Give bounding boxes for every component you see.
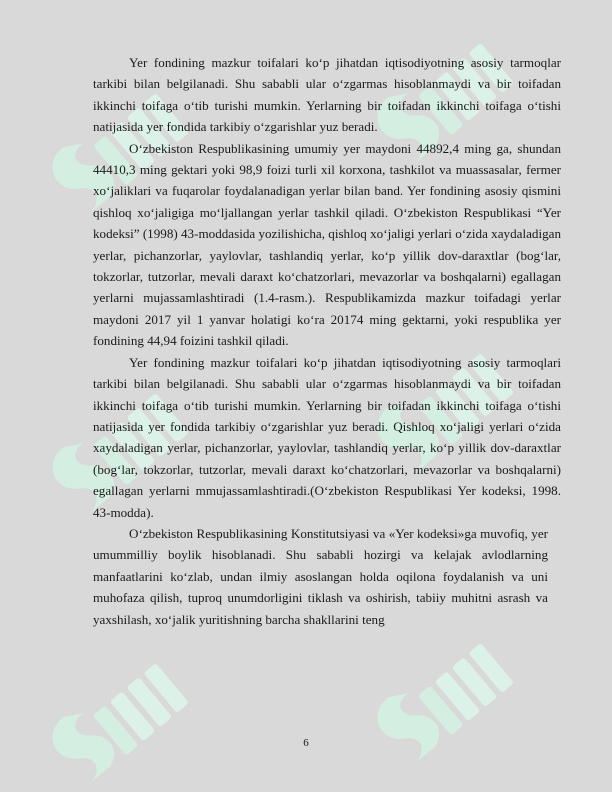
document-body xyxy=(93,52,561,630)
paragraph-2: O‘zbekiston Respublikasining umumiy yer maydoni 44892,4 ming ga, shundan 44410,3 ming gektari yoki 98,9 foizi turli xil korxona, tashkilot va muassasalar, fermer xo‘jaliklari va fuqarolar foydalanadigan yerlar bilan band. Yer fondining asosiy qismini qishloq xo‘jaligiga mo‘ljallangan yerlar tashkil qiladi. O‘zbekiston Respublikasi “Yer kodeksi” (1998) 43-moddasida yozilishicha, qishloq xo‘jaligi yerlari o‘zida xaydaladigan yerlar, pichanzorlar, yaylovlar, tashlandiq yerlar, ko‘p yillik dov-daraxtlar (bog‘lar, tokzorlar, tutzorlar, mevali daraxt ko‘chatzorlari, mevazorlar va boshqalarni) egallagan yerlarni mujassamlashtiradi (1.4-rasm.). Respublikamizda mazkur toifadagi yerlar maydoni 2017 yil 1 yanvar holatigi ko‘ra 20174 ming gektarni, yoki respublika yer fondining 44,94 foizini tashkil qiladi. xyxy=(93,140,561,349)
brand-watermark-icon xyxy=(43,649,189,787)
paragraph-3: Yer fondining mazkur toifalari ko‘p jihatdan iqtisodiyotning asosiy tarmoqlari tarkibi bilan belgilanadi. Shu sababli ular o‘zgarmas hisoblanmaydi va bir toifadan ikkinchi toifaga o‘tib turishi mumkin. Yerlarning bir toifadan ikkinchi toifaga o‘tishi natijasida yer fondida tarkibiy o‘zgarishlar yuz beradi. Qishloq xo‘jaligi yerlari o‘zida xaydaladigan yerlar, pichanzorlar, yaylovlar, tashlandiq yerlar, ko‘p yillik dov-daraxtlar (bog‘lar, tokzorlar, tutzorlar, mevali daraxt ko‘chatzorlari, mevazorlar va boshqalarni) egallagan yerlarni mmujassamlashtiradi.(O‘zbekiston Respublikasi Yer kodeksi, 1998. 43-modda). xyxy=(93,354,561,520)
page-number: 6 xyxy=(303,737,309,749)
paragraph-4: O‘zbekiston Respublikasining Konstitutsiyasi va «Yer kodeksi»ga muvofiq, yer umummilliy boylik hisoblanadi. Shu sababli hozirgi va kelajak avlodlarning manfaatlarini ko‘zlab, undan ilmiy asoslangan holda oqilona foydalanish va uni muhofaza qilish, tuproq unumdorligini tiklash va oshirish, tabiiy muhitni asrash va yaxshilash, xo‘jalik yuritishning barcha shakllarini teng xyxy=(93,525,548,627)
paragraph-1: Yer fondining mazkur toifalari ko‘p jihatdan iqtisodiyotning asosiy tarmoqlar tarkibi bilan belgilanadi. Shu sababli ular o‘zgarmas hisoblanmaydi va bir toifadan ikkinchi toifaga o‘tib turishi mumkin. Yerlarning bir toifadan ikkinchi toifaga o‘tishi natijasida yer fondida tarkibiy o‘zgarishlar yuz beradi. xyxy=(93,55,561,135)
